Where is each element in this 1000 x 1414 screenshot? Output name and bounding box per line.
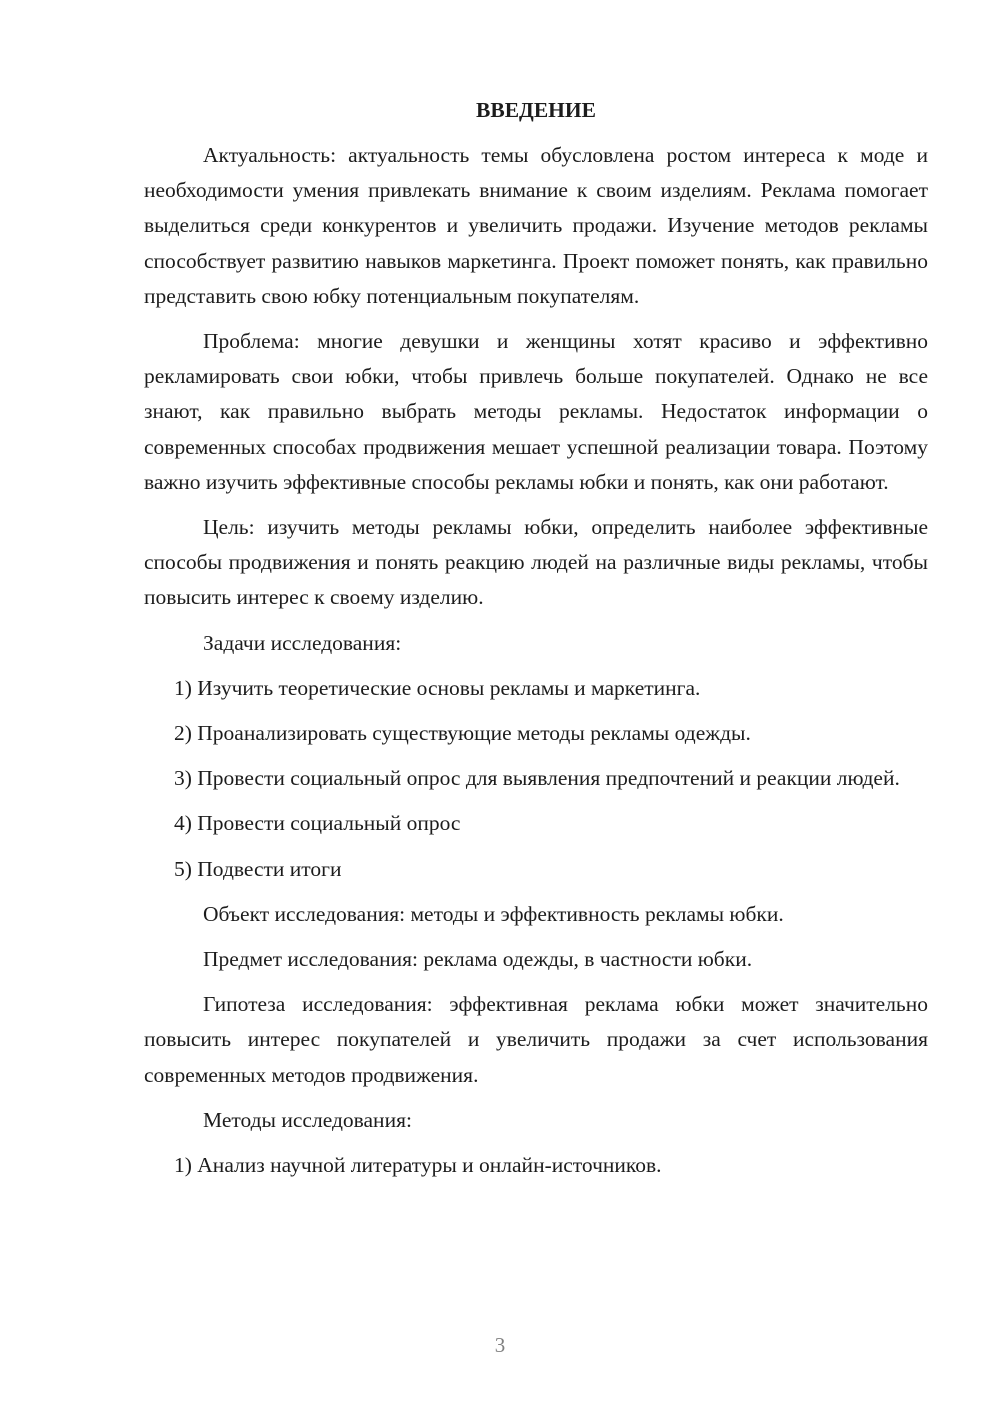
- paragraph-hypothesis: Гипотеза исследования: эффективная реклама юбки может значительно повысить интерес покупателей и увеличить продажи за счет использования современных методов продвижения.: [144, 992, 928, 1087]
- document-body: [144, 93, 928, 1193]
- methods-title: Методы исследования:: [203, 1107, 412, 1132]
- task-item: 3) Провести социальный опрос для выявления предпочтений и реакции людей.: [174, 766, 900, 791]
- task-item: 4) Провести социальный опрос: [174, 811, 461, 836]
- section-heading: ВВЕДЕНИЕ: [476, 98, 596, 122]
- task-item: 5) Подвести итоги: [174, 856, 342, 881]
- page-number: 3: [494, 1333, 506, 1357]
- task-item: 2) Проанализировать существующие методы рекламы одежды.: [174, 721, 751, 746]
- method-item: 1) Анализ научной литературы и онлайн-источников.: [174, 1153, 662, 1178]
- paragraph-goal: Цель: изучить методы рекламы юбки, определить наиболее эффективные способы продвижения и понять реакцию людей на различные виды рекламы, чтобы повысить интерес к своему изделию.: [144, 515, 928, 610]
- paragraph-object: Объект исследования: методы и эффективность рекламы юбки.: [203, 901, 784, 926]
- task-item: 1) Изучить теоретические основы рекламы и маркетинга.: [174, 675, 701, 700]
- paragraph-relevance: Актуальность: актуальность темы обусловлена ростом интереса к моде и необходимости умения привлекать внимание к своим изделиям. Реклама помогает выделиться среди конкурентов и увеличить продажи. Изучение методов рекламы способствует развитию навыков маркетинга. Проект поможет понять, как правильно представить свою юбку потенциальным покупателям.: [144, 143, 928, 308]
- paragraph-subject: Предмет исследования: реклама одежды, в частности юбки.: [203, 947, 753, 972]
- tasks-title: Задачи исследования:: [203, 630, 402, 655]
- paragraph-problem: Проблема: многие девушки и женщины хотят красиво и эффективно рекламировать свои юбки, чтобы привлечь больше покупателей. Однако не все знают, как правильно выбрать методы рекламы. Недостаток информации о современных способах продвижения мешает успешной реализации товара. Поэтому важно изучить эффективные способы рекламы юбки и понять, как они работают.: [144, 329, 928, 494]
